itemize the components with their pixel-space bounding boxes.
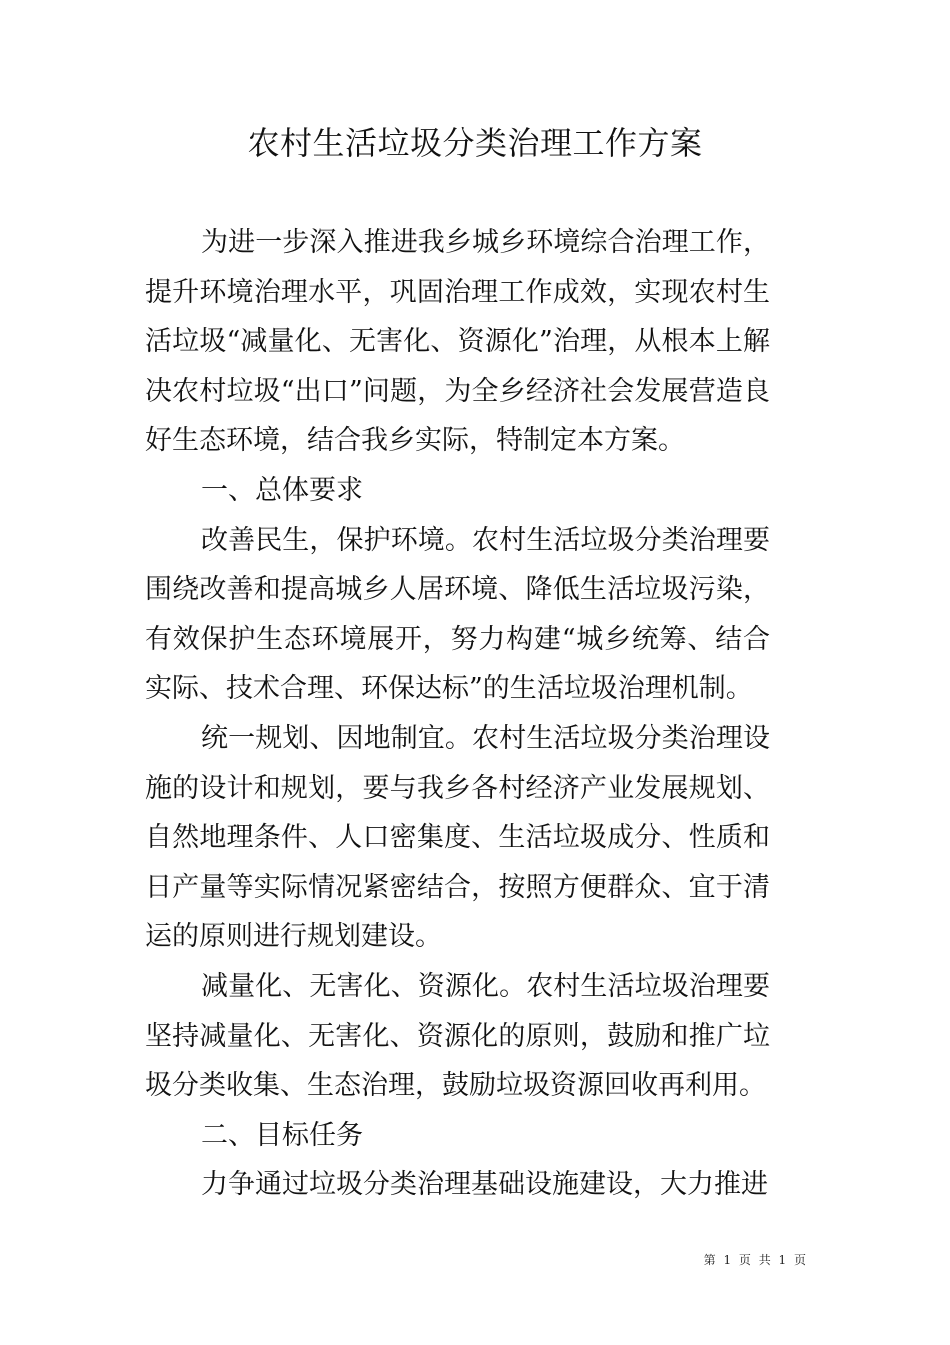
document-title: 农村生活垃圾分类治理工作方案 [247, 124, 703, 162]
section-heading-general-requirements: 一、总体要求 [201, 474, 363, 506]
section-heading-goals-tasks: 二、目标任务 [201, 1119, 363, 1151]
intro-paragraph: 为进一步深入推进我乡城乡环境综合治理工作，提升环境治理水平，巩固治理工作成效，实现农村生活垃圾“减量化、无害化、资源化”治理，从根本上解决农村垃圾“出口”问题，为全乡经济社会发展营造良好生态环境，结合我乡实际，特制定本方案。 [145, 227, 770, 457]
paragraph-improve-livelihood: 改善民生，保护环境。农村生活垃圾分类治理要围绕改善和提高城乡人居环境、降低生活垃圾污染，有效保护生态环境展开，努力构建“城乡统筹、结合实际、技术合理、环保达标”的生活垃圾治理机制。 [145, 524, 770, 705]
paragraph-reduction-principle: 减量化、无害化、资源化。农村生活垃圾治理要坚持减量化、无害化、资源化的原则，鼓励和推广垃圾分类收集、生态治理，鼓励垃圾资源回收再利用。 [145, 970, 770, 1102]
paragraph-goals-start: 力争通过垃圾分类治理基础设施建设，大力推进 [201, 1169, 768, 1201]
paragraph-unified-planning: 统一规划、因地制宜。农村生活垃圾分类治理设施的设计和规划，要与我乡各村经济产业发展规划、自然地理条件、人口密集度、生活垃圾成分、性质和日产量等实际情况紧密结合，按照方便群众、宜于清运的原则进行规划建设。 [145, 722, 770, 953]
document-body [145, 218, 770, 1210]
page-number-footer: 第 1 页 共 1 页 [703, 1253, 808, 1267]
